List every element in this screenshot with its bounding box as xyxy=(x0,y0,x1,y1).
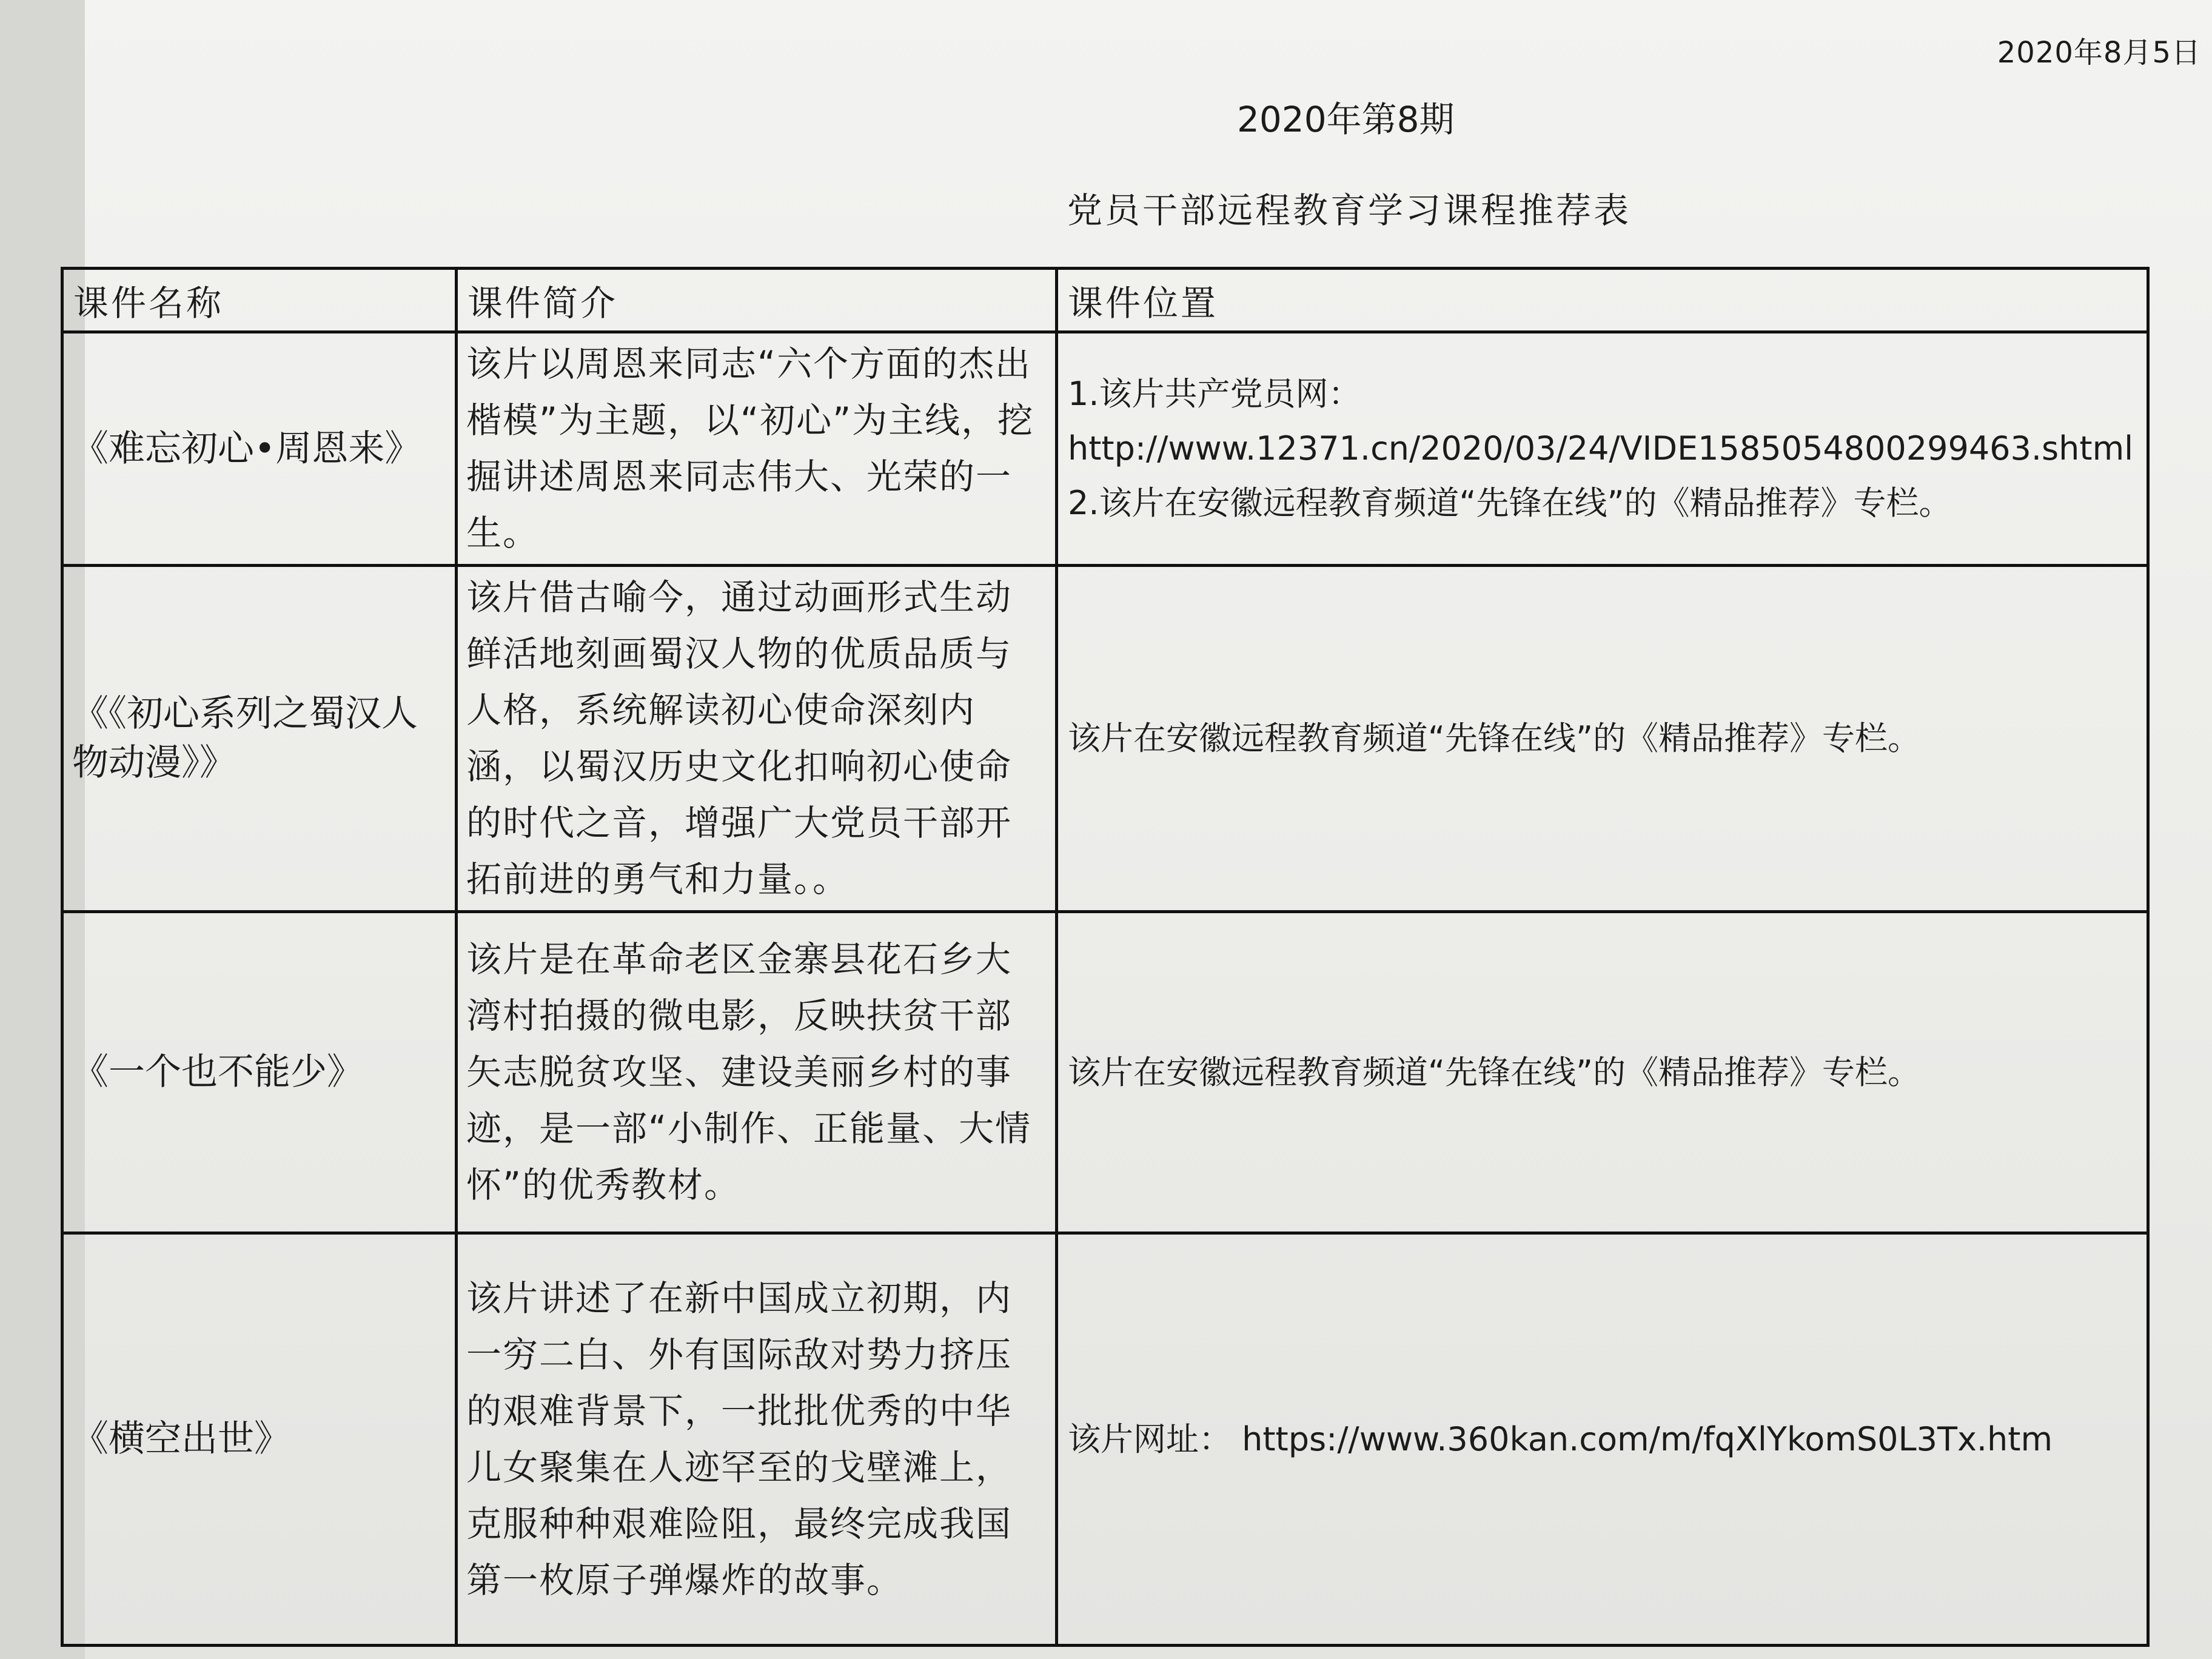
table-header-row xyxy=(62,269,2148,332)
course-name: 《一个也不能少》 xyxy=(62,912,457,1233)
course-location xyxy=(1057,332,2148,566)
course-intro: 该片讲述了在新中国成立初期，内一穷二白、外有国际敌对势力挤压的艰难背景下，一批批优秀的中华儿女聚集在人迹罕至的戈壁滩上，克服种种艰难险阻，最终完成我国第一枚原子弹爆炸的故事。 xyxy=(457,1233,1057,1646)
location-line: 1.该片共产党员网： xyxy=(1068,375,1361,413)
column-header-location: 课件位置 xyxy=(1057,269,2148,332)
location-url-link[interactable]: http://www.12371.cn/2020/03/24/VIDE1585054800299463.shtml xyxy=(1068,429,2134,468)
table-row xyxy=(62,332,2148,566)
course-name: 《横空出世》 xyxy=(62,1233,457,1646)
location-url-link[interactable]: 该片网址： https://www.360kan.com/m/fqXlYkomS0L3Tx.htm xyxy=(1068,1419,2053,1458)
course-intro: 该片借古喻今，通过动画形式生动鲜活地刻画蜀汉人物的优质品质与人格，系统解读初心使命深刻内涵，以蜀汉历史文化扣响初心使命的时代之音，增强广大党员干部开拓前进的勇气和力量。。 xyxy=(457,566,1057,912)
course-location xyxy=(1057,1233,2148,1646)
course-location xyxy=(1057,912,2148,1233)
table-row xyxy=(62,1233,2148,1646)
column-header-intro: 课件简介 xyxy=(457,269,1057,332)
course-recommendation-table xyxy=(61,267,2150,1647)
issue-number: 2020年第8期 xyxy=(1237,99,1455,140)
course-name: 《难忘初心•周恩来》 xyxy=(62,332,457,566)
course-name: 《《初心系列之蜀汉人物动漫》》 xyxy=(62,566,457,912)
document-title: 党员干部远程教育学习课程推荐表 xyxy=(1067,190,1632,231)
location-line: 该片在安徽远程教育频道“先锋在线”的《精品推荐》专栏。 xyxy=(1068,1053,1920,1091)
table-row xyxy=(62,566,2148,912)
document-date: 2020年8月5日 xyxy=(1997,36,2201,70)
column-header-name: 课件名称 xyxy=(62,269,457,332)
course-intro: 该片是在革命老区金寨县花石乡大湾村拍摄的微电影，反映扶贫干部矢志脱贫攻坚、建设美丽乡村的事迹，是一部“小制作、正能量、大情怀”的优秀教材。 xyxy=(457,912,1057,1233)
location-line: 2.该片在安徽远程教育频道“先锋在线”的《精品推荐》专栏。 xyxy=(1068,484,1952,522)
course-location xyxy=(1057,566,2148,912)
course-intro: 该片以周恩来同志“六个方面的杰出楷模”为主题，以“初心”为主线，挖掘讲述周恩来同志伟大、光荣的一生。 xyxy=(457,332,1057,566)
table-row xyxy=(62,912,2148,1233)
location-line: 该片在安徽远程教育频道“先锋在线”的《精品推荐》专栏。 xyxy=(1068,719,1920,757)
